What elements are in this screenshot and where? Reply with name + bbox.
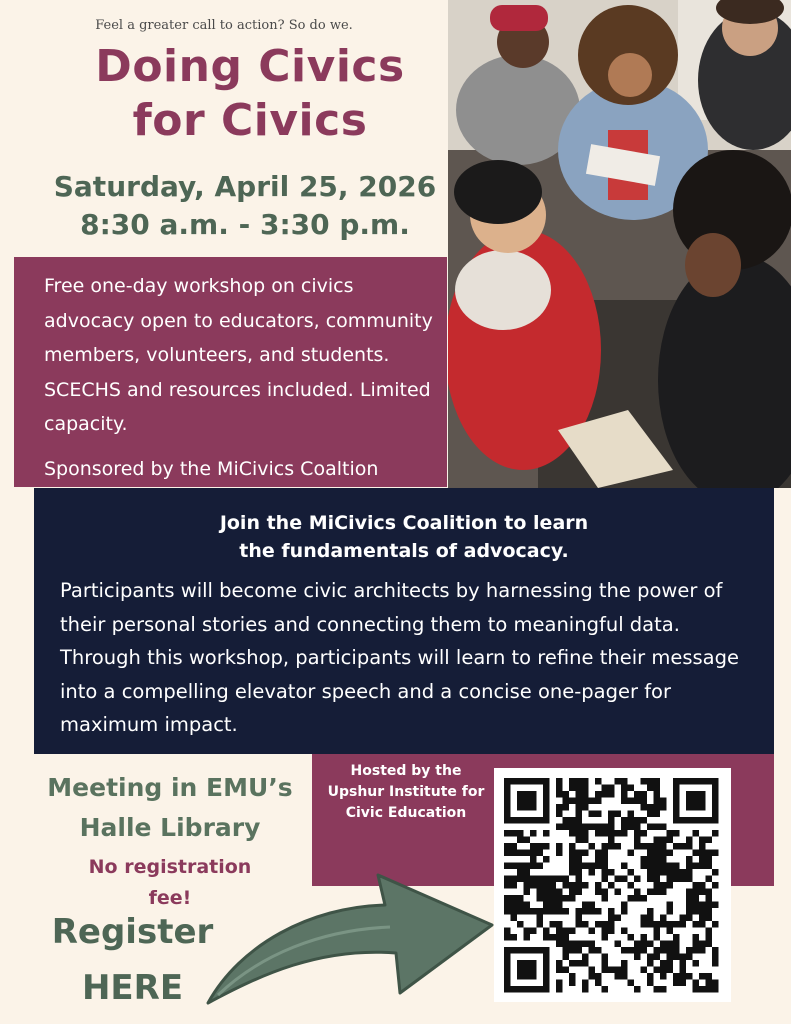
event-title: [0, 40, 500, 148]
tagline: Feel a greater call to action? So do we.: [95, 18, 353, 33]
meeting-line-2: Halle Library: [79, 813, 261, 842]
hosted-line-1: Hosted by the: [350, 763, 462, 779]
details-box: [34, 488, 774, 754]
no-fee-line-1: No registration: [88, 856, 252, 878]
no-fee-line-2: fee!: [148, 887, 192, 909]
details-heading: [34, 509, 774, 565]
qr-code-icon[interactable]: [494, 768, 731, 1002]
event-time: 8:30 a.m. - 3:30 p.m.: [80, 208, 410, 241]
hosted-line-3: Civic Education: [345, 805, 467, 821]
hosted-by: [312, 761, 500, 824]
register-line-1[interactable]: Register: [51, 912, 214, 952]
students-photo: [448, 0, 791, 488]
hosted-line-2: Upshur Institute for: [327, 784, 485, 800]
meeting-line-1: Meeting in EMU’s: [47, 773, 293, 802]
title-line-2: for Civics: [132, 95, 368, 146]
event-date: Saturday, April 25, 2026: [53, 170, 437, 203]
workshop-description: Free one-day workshop on civics advocacy open to educators, community members, volunteers, and students. SCECHS and resources included. Limited capacity.: [44, 275, 433, 435]
event-datetime: [0, 168, 490, 244]
qr-code[interactable]: [494, 768, 731, 1002]
sponsor-text: Sponsored by the MiCivics Coaltion: [44, 458, 379, 480]
curved-arrow-icon: [200, 835, 500, 1010]
details-body: Participants will become civic architects by harnessing the power of their personal stories and connecting them to meaningful data. Through this workshop, participants will learn to refine their message into a compelling elevator speech and a concise one-pager for maximum impact.: [60, 579, 739, 736]
title-line-1: Doing Civics: [95, 41, 405, 92]
details-heading-line-1: Join the MiCivics Coalition to learn: [219, 512, 589, 534]
register-line-2[interactable]: HERE: [81, 968, 184, 1008]
info-box: [14, 257, 447, 487]
details-heading-line-2: the fundamentals of advocacy.: [239, 540, 569, 562]
